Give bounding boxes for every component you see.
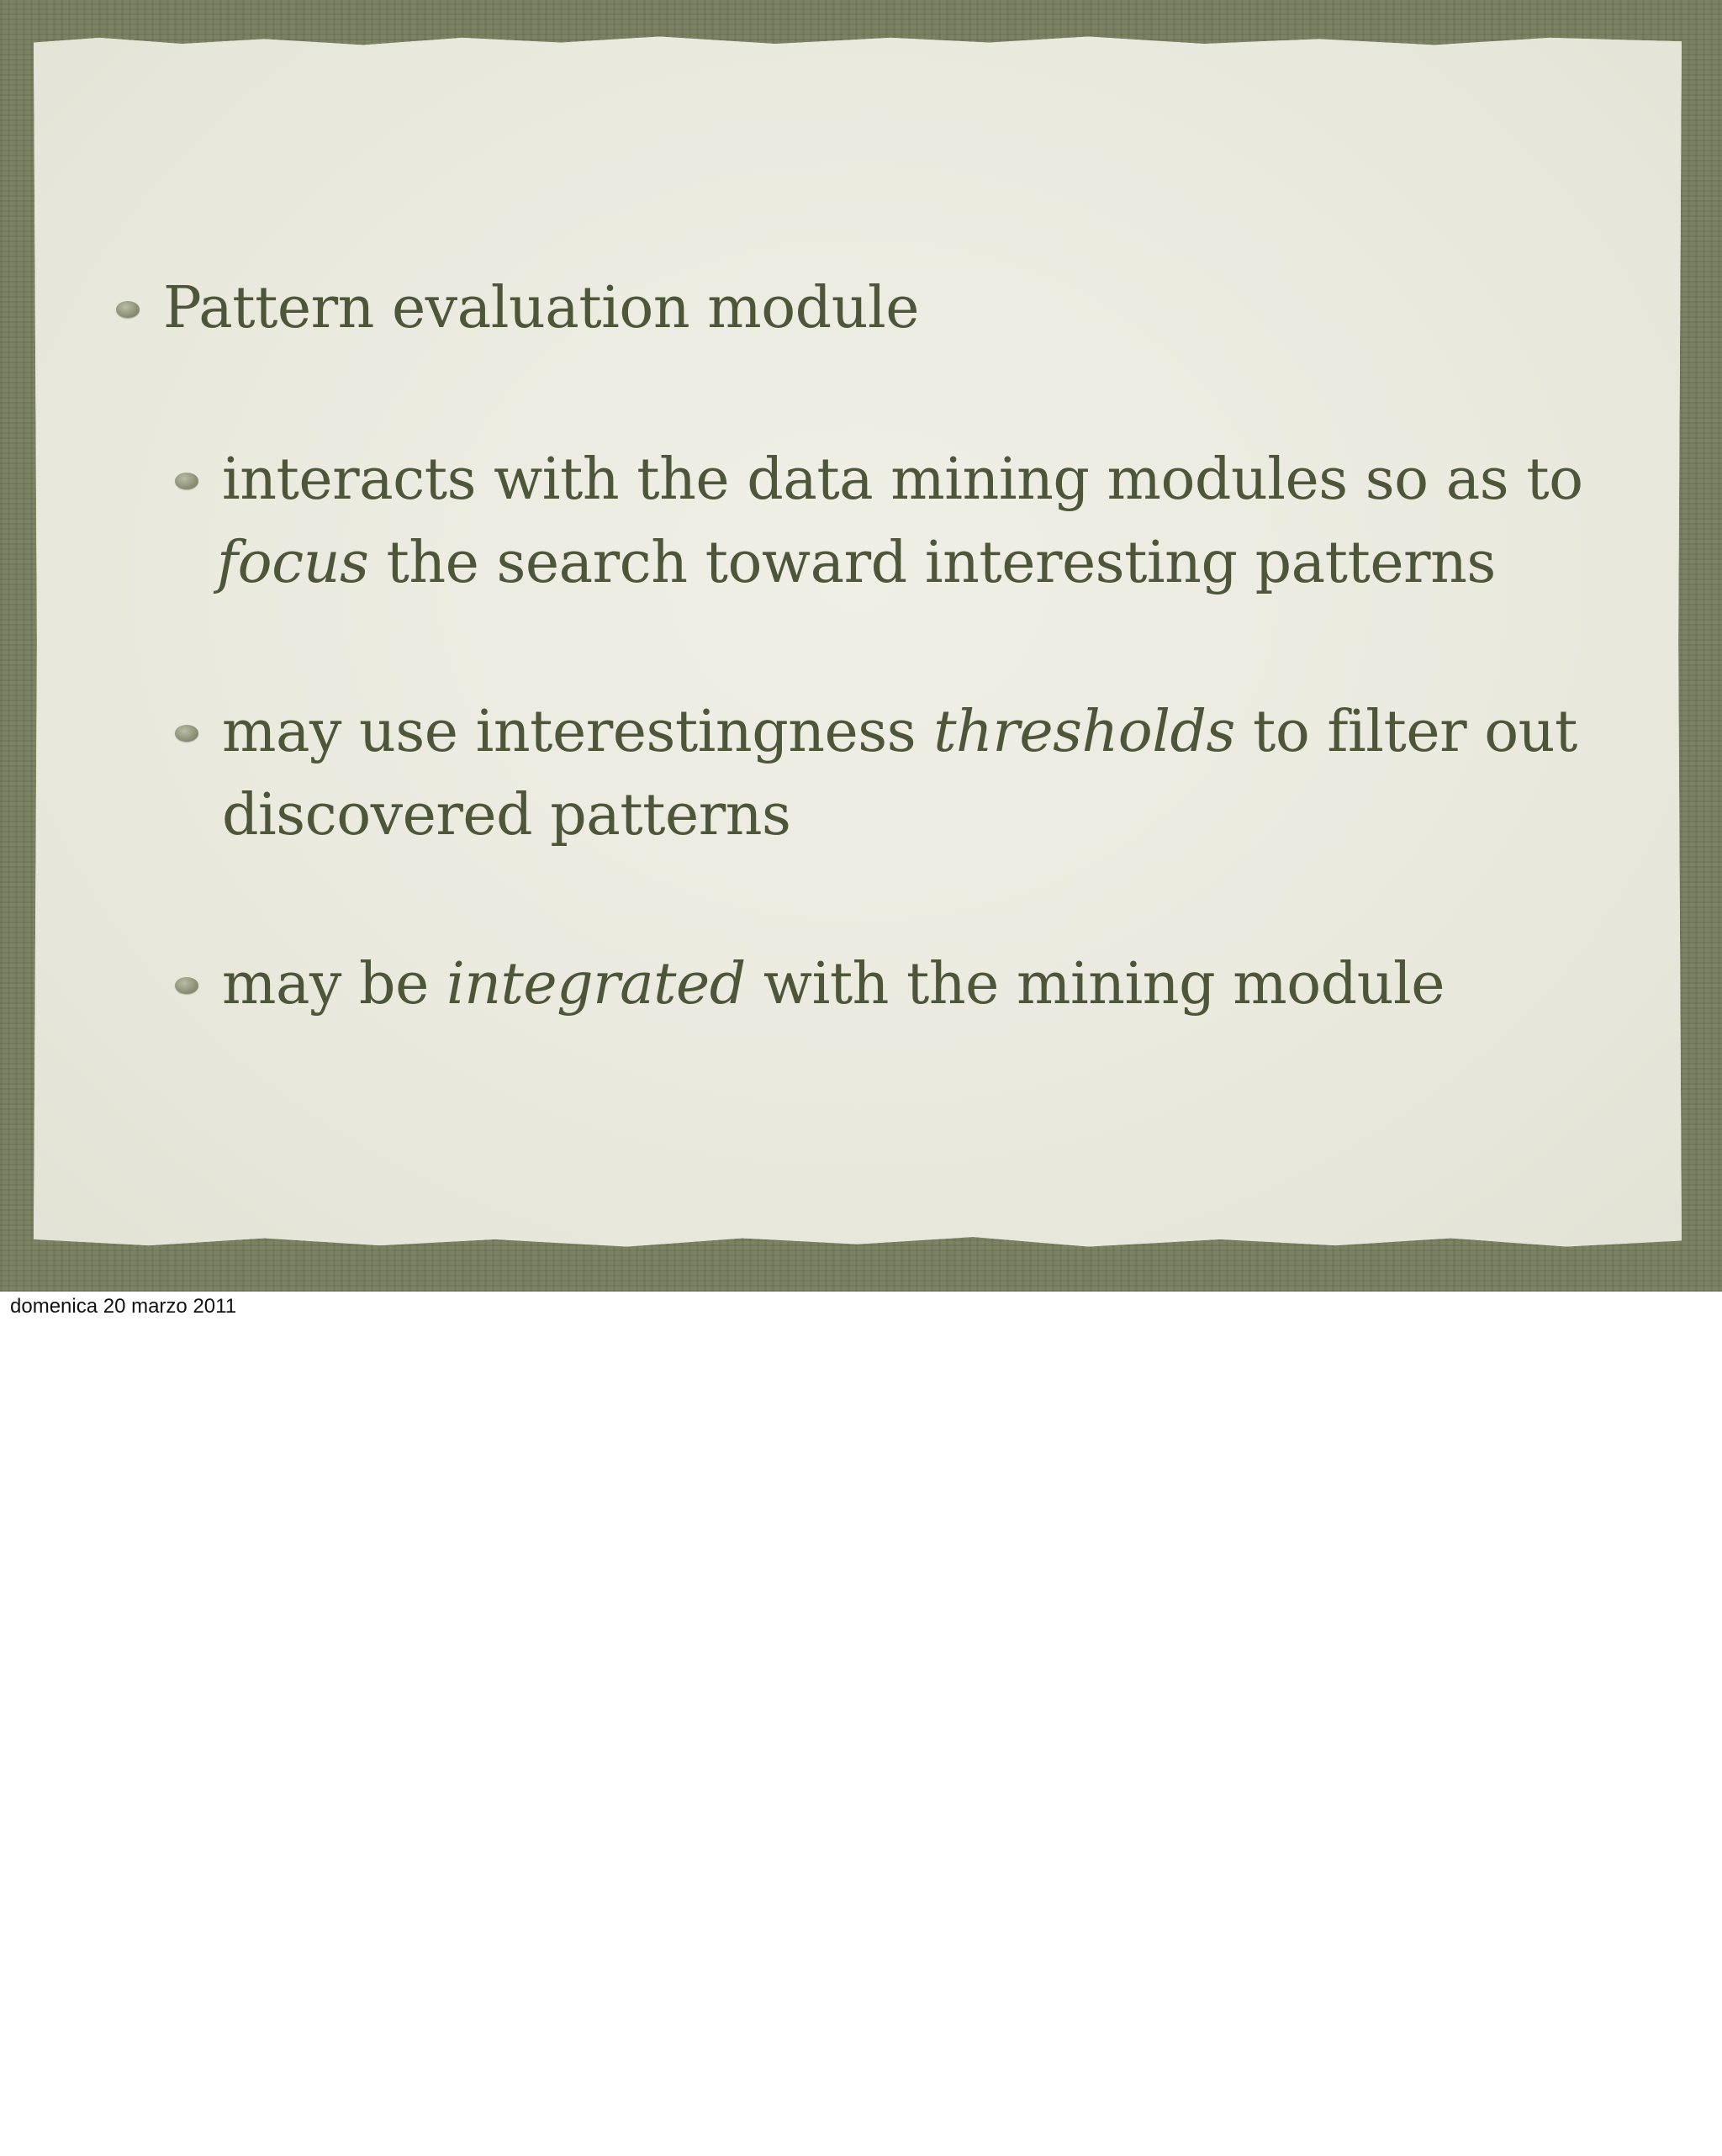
text-segment: with the mining module — [745, 951, 1445, 1017]
text-segment: may use interestingness — [222, 699, 934, 765]
text-segment: may be — [222, 951, 446, 1017]
bullet-icon — [175, 473, 198, 489]
bullet-icon — [175, 977, 198, 994]
bullet-text-pattern-evaluation — [163, 267, 919, 351]
bullet-text-thresholds-line1 — [222, 690, 1577, 774]
footer-date: domenica 20 marzo 2011 — [10, 1295, 237, 1318]
text-segment: Pattern evaluation module — [163, 275, 919, 341]
emphasis-text: focus — [217, 530, 369, 596]
text-segment: interacts with the data mining modules so as to — [222, 447, 1583, 513]
bullet-text-integrated — [222, 943, 1445, 1027]
emphasis-text: integrated — [446, 951, 746, 1017]
bullet-text-interacts-line2 — [217, 521, 1496, 605]
bullet-text-interacts-line1 — [222, 438, 1583, 522]
text-segment: to filter out — [1234, 699, 1577, 765]
text-segment: discovered patterns — [222, 782, 791, 848]
bullet-text-thresholds-line2 — [222, 774, 790, 858]
emphasis-text: thresholds — [933, 699, 1235, 765]
bullet-icon — [175, 725, 198, 742]
paper-card — [34, 35, 1682, 1248]
text-segment: the search toward interesting patterns — [368, 530, 1496, 596]
bullet-icon — [116, 301, 140, 318]
